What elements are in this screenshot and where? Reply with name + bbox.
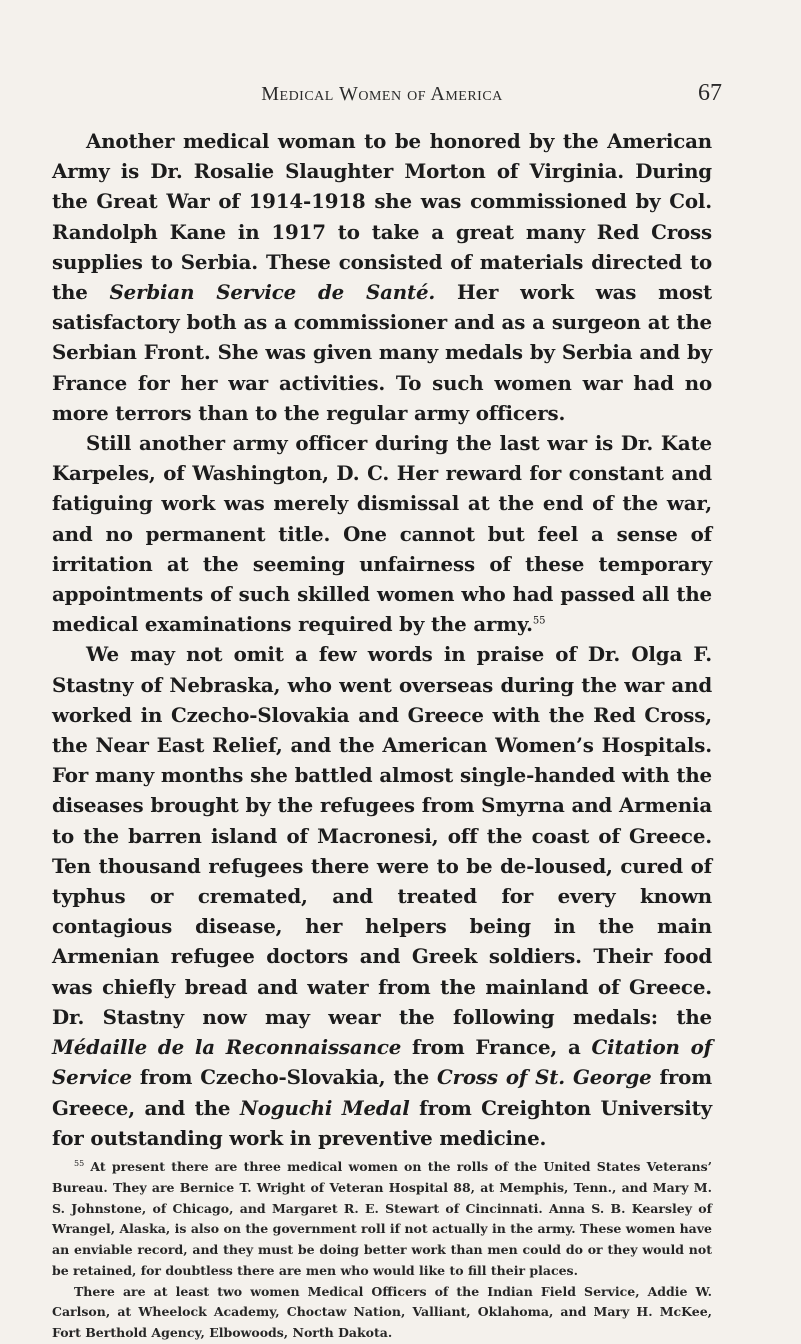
text-run: We may not omit a few words in praise of Dr. Olga F. Stastny of Nebraska, who went overseas during the war and worked in Czecho-Slovakia and Greece with the Red Cross, the Near East Relief, and the American Women’s Hospitals. For many months she battled almost single-handed with the diseases brought by the refugees from Smyrna and Armenia to the barren island of Macronesi, off the coast of Greece. Ten thousand refugees there were to be de-loused, cured of typhus or cremated, and treated for every known contagious disease, her helpers being in the main Armenian refugee doctors and Greek soldiers. Their food was chiefly bread and water from the mainland of Greece. Dr. Stastny now may wear the following medals: the <box>52 642 712 1029</box>
paragraph <box>52 428 712 639</box>
italic-text: Médaille de la Reconnaissance <box>52 1035 402 1060</box>
footnotes <box>52 1157 712 1344</box>
text-run: Her work was most satisfactory both as a commissioner and as a surgeon at the Serbian Front. She was given many medals by Serbia and by France for her war activities. To such women war had no more terrors than to the regular army officers. <box>52 280 712 425</box>
body-text <box>52 126 712 1153</box>
footnote-marker: 55 <box>74 1158 85 1168</box>
page-number: 67 <box>698 80 722 106</box>
paragraph <box>52 639 712 1152</box>
footnote <box>52 1282 712 1344</box>
text-run: Still another army officer during the last war is Dr. Kate Karpeles, of Washington, D. C. Her reward for constant and fatiguing work was merely dismissal at the end of the war, and no permanent title. One cannot but feel a sense of irritation at the seeming unfairness of these temporary appointments of such skilled women who had passed all the medical examinations required by the army. <box>52 431 712 637</box>
italic-text: Noguchi Medal <box>239 1095 410 1120</box>
running-head <box>52 78 722 118</box>
text-run: from Greece, and the <box>52 1065 712 1120</box>
text-run: There are at least two women Medical Officers of the Indian Field Service, Addie W. Carlson, at Wheelock Academy, Choctaw Nation, Valliant, Oklahoma, and Mary H. McKee, Fort Berthold Agency, Elbowoods, North Dakota. <box>52 1283 712 1341</box>
paragraph <box>52 126 712 428</box>
book-page <box>52 78 722 1344</box>
text-run: At present there are three medical women on the rolls of the United States Veterans’ Bureau. They are Bernice T. Wright of Veteran Hospital 88, at Memphis, Tenn., and Mary M. S. Johnstone, of Chicago, and Margaret R. E. Stewart of Cincinnati. Anna S. B. Kearsley of Wrangel, Alaska, is also on the government roll if not actually in the army. These women have an enviable record, and they must be doing better work than men could do or they would not be retained, for doubtless there are men who would like to fill their places. <box>52 1158 712 1278</box>
italic-text: Citation of Service <box>52 1035 713 1090</box>
text-run: from France, a <box>401 1035 592 1060</box>
footnote <box>52 1157 712 1282</box>
text-run: from Czecho-Slovakia, the <box>131 1065 437 1090</box>
italic-text: Serbian Service de Santé. <box>109 280 436 305</box>
text-run: Another medical woman to be honored by the American Army is Dr. Rosalie Slaughter Morton of Virginia. During the Great War of 1914-1918 she was commissioned by Col. Randolph Kane in 1917 to take a great many Red Cross supplies to Serbia. These consisted of materials directed to the <box>52 129 712 305</box>
italic-text: Cross of St. George <box>437 1065 652 1090</box>
running-title: Medical Women of America <box>261 83 503 105</box>
footnote-marker: 55 <box>532 615 546 627</box>
text-run: from Creighton University for outstanding work in preventive medicine. <box>52 1095 712 1150</box>
